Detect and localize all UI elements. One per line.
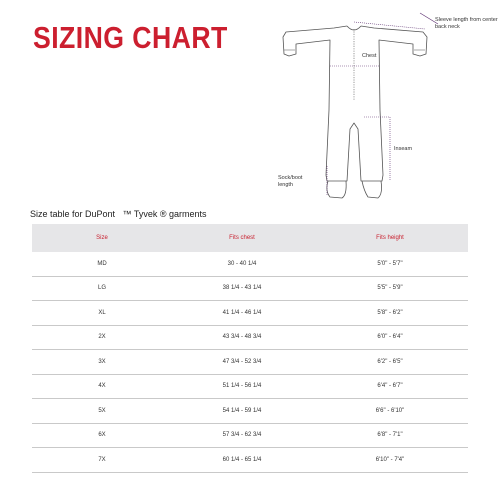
cell-size: 4X: [98, 383, 106, 390]
table-row: [32, 326, 468, 351]
sizing-table: [32, 224, 468, 473]
cell-height: 5'8" - 6'2": [377, 309, 403, 316]
table-row: [32, 301, 468, 326]
inseam-measure-line: [364, 117, 390, 181]
cell-height: 6'6" - 6'10": [375, 407, 405, 414]
cell-height: 6'8" - 7'1": [377, 432, 403, 439]
cell-chest: 38 1/4 - 43 1/4: [222, 285, 262, 292]
cell-size: 5X: [98, 407, 106, 414]
cell-size: 6X: [98, 432, 106, 439]
cell-size: LG: [97, 285, 106, 292]
sleeve-length-label: Sleeve length from center back neck: [435, 17, 498, 30]
table-row: [32, 448, 468, 473]
sleeve-measure-line: [354, 22, 425, 29]
cell-height: 6'10" - 7'4": [375, 456, 405, 463]
cell-size: 2X: [98, 334, 106, 341]
cell-height: 6'0" - 6'4": [377, 334, 403, 341]
cell-height: 6'4" - 6'7": [377, 383, 403, 390]
coverall-diagram: [270, 5, 500, 200]
cell-chest: 54 1/4 - 59 1/4: [222, 407, 262, 414]
table-row: [32, 277, 468, 302]
sock-length-label: Sock/boot length: [278, 175, 303, 188]
cell-chest: 57 3/4 - 62 3/4: [222, 432, 262, 439]
cell-size: XL: [98, 309, 106, 316]
cell-height: 6'2" - 6'5": [377, 358, 403, 365]
table-row: [32, 375, 468, 400]
right-sock: [362, 181, 382, 198]
cell-chest: 60 1/4 - 65 1/4: [222, 456, 262, 463]
table-row: [32, 399, 468, 424]
cell-chest: 51 1/4 - 56 1/4: [222, 383, 262, 390]
page-title: SIZING CHART: [33, 20, 228, 55]
cell-height: 5'5" - 5'9": [377, 285, 403, 292]
coverall-outline: [283, 26, 427, 181]
left-sock: [327, 181, 346, 198]
cell-size: 7X: [98, 456, 106, 463]
table-header: [32, 224, 468, 252]
chest-label: Chest: [362, 53, 377, 59]
cell-chest: 43 3/4 - 48 3/4: [222, 334, 262, 341]
cell-size: MD: [97, 260, 107, 267]
header-size: Size: [96, 235, 108, 241]
cell-chest: 30 - 40 1/4: [227, 260, 257, 267]
table-row: [32, 424, 468, 449]
table-caption: Size table for DuPont ™ Tyvek ® garments: [30, 209, 207, 219]
cell-height: 5'0" - 5'7": [377, 260, 403, 267]
cell-chest: 47 3/4 - 52 3/4: [222, 358, 262, 365]
header-chest: Fits chest: [229, 235, 255, 241]
cell-chest: 41 1/4 - 46 1/4: [222, 309, 262, 316]
table-row: [32, 252, 468, 277]
coverall-illustration: [270, 5, 500, 200]
header-height: Fits height: [376, 235, 404, 241]
cell-size: 3X: [98, 358, 106, 365]
table-row: [32, 350, 468, 375]
inseam-label: Inseam: [394, 146, 413, 152]
